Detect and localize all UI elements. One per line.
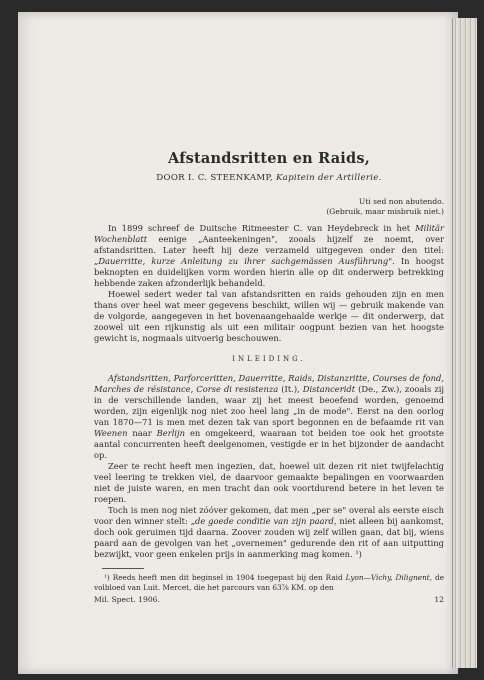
text-run: en omgekeerd, waaraan tot beiden toe ook het grootste aantal concurrenten heeft deelgenomen, vestigde er in het bijzonder de aandacht op.: [94, 427, 444, 460]
article-title: Afstandsritten en Raids,: [168, 150, 370, 167]
section-heading: INLEIDING.: [232, 354, 306, 363]
byline-role: Kapitein der Artillerie.: [275, 173, 382, 183]
italic-text: Weenen: [94, 427, 128, 438]
text-run: eenige „Aanteekeningen", zooals hijzelf ze noemt, over afstandsritten. Later heeft hij deze verzameld uitgegeven onder den titel:: [94, 234, 444, 256]
italic-text: Lyon—Vichy, Dilignent,: [345, 573, 433, 583]
text-run: de volbloed van Luit. Mercet, die het parcours van 63⅞ KM. op den: [94, 573, 445, 592]
italic-text: Berlijn: [156, 427, 186, 438]
text-run: (It.),: [278, 383, 303, 394]
italic-text: Afstandsritten, Parforceritten, Dauerritte, Raids, Distanzritte, Courses de fond, Marches de résistance, Corse di resistenza: [94, 372, 444, 394]
paragraph: [94, 505, 444, 560]
italic-text: Militär Wochenblatt: [94, 223, 444, 245]
footnote-rule: [102, 568, 144, 569]
paragraph: [94, 373, 444, 461]
paragraph: [94, 223, 444, 289]
italic-text: Distanceridt: [302, 383, 356, 394]
article-byline: [94, 173, 444, 183]
italic-text: „Dauerritte, kurze Anleitung zu ihrer sachgemässen Ausführung".: [94, 256, 395, 267]
text-run: ¹) Reeds heeft men dit beginsel in 1904 toegepast bij den Raid: [104, 573, 346, 583]
paragraph: [94, 289, 444, 344]
text-run: (De., Zw.), zooals zij in de verschillende landen, waar zij het meest beoefend worden, genoemd worden, zijn eigenlijk nog niet zoo heel lang „in de mode". Eerst na den oorlog van 1870—71 is men met dezen tak van sport begonnen en de befaamde rit van: [94, 383, 444, 427]
paragraph: [94, 461, 444, 505]
text-run: In 1899 schreef de Duitsche Ritmeester C. van Heydebreck in het: [108, 223, 416, 233]
article-motto: [94, 197, 444, 217]
byline-author: DOOR I. C. STEENKAMP,: [156, 173, 273, 183]
motto-latin: Uti sed non abutendo.: [358, 197, 444, 206]
text-run: Toch is men nog niet zóóver gekomen, dat men „per se" overal als eerste eisch voor den winner stelt:: [94, 505, 444, 527]
text-run: Hoewel sedert weder tal van afstandsritten en raids gehouden zijn en men thans over heel wat meer gegevens beschikt, willen wij — gebruik makende van de volgorde, aangegeven in het bovenaangehaalde werkje — dit onderwerp, dat zoowel uit een rijkunstig als uit een militair oogpunt bezien van het hoogste gewicht is, nogmaals uitvoerig beschouwen.: [94, 289, 444, 344]
page-content: [94, 150, 444, 604]
intro-paragraphs: [94, 223, 444, 345]
text-run: Zeer te recht heeft men ingezien, dat, hoewel uit dezen rit niet twijfelachtig veel leering te trekken viel, de daarvoor gemaakte bepalingen en voorwaarden niet de juiste waren, en men tracht dan ook voortdurend betere in het leven te roepen.: [94, 460, 444, 505]
italic-text: „de goede conditie van zijn paard,: [190, 516, 337, 527]
footnote: [94, 573, 444, 592]
footer-signature-number: 12: [434, 594, 444, 604]
motto-translation: (Gebruik, maar misbruik niet.): [326, 207, 444, 216]
text-run: naar: [127, 427, 157, 438]
text-run: niet alleen bij aankomst, doch ook geruimen tijd daarna. Zoover zouden wij zelf willen gaan, dat bij, wiens paard aan de gevolgen van het „overnemen" gedurende den rit of aan uitputting bezwijkt, voor geen enkelen prijs in aanmerking mag komen. ¹): [94, 516, 444, 560]
page-edges: [452, 18, 477, 668]
page-footer: [94, 595, 444, 604]
book-page: [18, 12, 458, 674]
text-run: In hoogst beknopten en duidelijken vorm worden hierin alle op dit onderwerp betrekking hebbende zaken afzonderlijk behandeld.: [94, 256, 444, 289]
body-paragraphs: [94, 373, 444, 561]
footer-journal: Mil. Spect. 1906.: [94, 594, 160, 604]
